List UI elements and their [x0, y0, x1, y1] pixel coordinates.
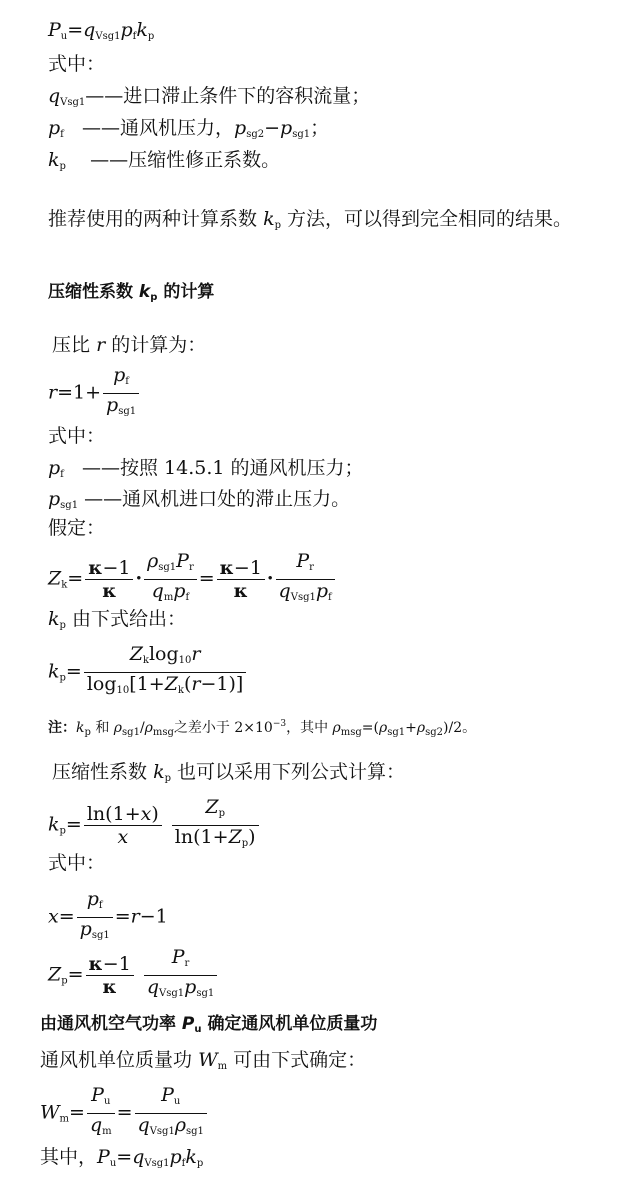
def-kp: $k_p$ ——压缩性修正系数。	[48, 149, 281, 172]
formula-pu-2: 其中，$P_u=q_{Vsg1}p_fk_p$	[40, 1146, 204, 1169]
formula-x: x= $\frac{p_f}{p_{sg1}}$ =r−1	[48, 888, 168, 947]
def-psg1: $p_{sg1}$ ——通风机进口处的滞止压力。	[48, 488, 351, 511]
ratio-intro: 压比 r 的计算为：	[52, 334, 207, 356]
formula-r: r=1+ $\frac{p_f}{p_{sg1}}$	[48, 364, 141, 423]
formula-kp-log: $k_p=$ $\frac{Z_k\log_{10}r}{\log_{10}[1+Z_k(r-1)]}$	[48, 643, 248, 702]
def-qv: $q_{Vsg1}——$进口滞止条件下的容积流量；	[48, 85, 371, 108]
kp-given: $k_p$ 由下式给出：	[48, 608, 186, 631]
note: 注：$k_p$ 和 $\rho_{sg1}/\rho_{msg}$之差小于 $2\times 10^{-3}$，其中 $\rho_{msg}=(\rho_{sg1}+\rho_{sg2})/2$。	[48, 719, 477, 738]
where-label-3: 式中：	[48, 852, 106, 874]
wm-intro: 通风机单位质量功 $W_m$ 可由下式确定：	[40, 1049, 367, 1072]
formula-zp: $Z_p=$ $\frac{\kappa-1}{\kappa}$ $\frac{P_r}{q_{Vsg1}p_{sg1}}$	[48, 946, 219, 1005]
alt-formula-intro: 压缩性系数 $k_p$ 也可以采用下列公式计算：	[52, 761, 406, 784]
formula-zk: $Z_k=$ $\frac{\kappa-1}{\kappa}$ · $\frac{\rho_{sg1}P_r}{q_mp_f}$ = $\frac{\kappa-1}{\kappa}$ · $\frac{P_r}{q_{Vsg1}p_f}$	[48, 550, 337, 609]
def-pf-2: $p_f$ ——按照 14.5.1 的通风机压力；	[48, 457, 364, 480]
where-label: 式中：	[48, 53, 106, 75]
where-label-2: 式中：	[48, 425, 106, 447]
formula-kp-ln: $k_p=$ $\frac{\ln(1+x)}{x}$ $\frac{Z_p}{\ln(1+Z_p)}$	[48, 796, 261, 855]
recommend-sentence: 推荐使用的两种计算系数 $k_p$ 方法，可以得到完全相同的结果。	[48, 208, 573, 231]
section-heading-kp: 压缩性系数 $k_p$ 的计算	[48, 282, 215, 303]
formula-pu: $P_u=q_{Vsg1}p_fk_p$	[48, 19, 155, 42]
def-pf: $p_f$ ——通风机压力，$p_{sg2}-p_{sg1}$；	[48, 117, 330, 140]
formula-wm: $W_m=$ $\frac{P_u}{q_m}$ = $\frac{P_u}{q_{Vsg1}\rho_{sg1}}$	[40, 1084, 209, 1143]
section-heading-wm: 由通风机空气功率 $P_u$ 确定通风机单位质量功	[40, 1014, 378, 1035]
assume-label: 假定：	[48, 517, 106, 539]
